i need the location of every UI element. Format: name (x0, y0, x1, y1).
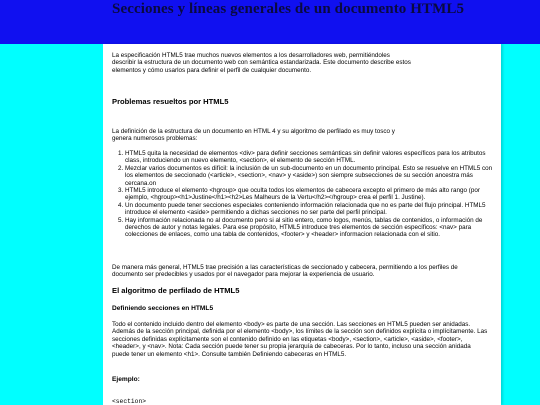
section2-heading: El algoritmo de perfilado de HTML5 (112, 286, 240, 295)
list-item: 4. Un documento puede tener secciones especiales conteniendo información relacionada que no es parte del flujo principal. HTML5 introduce el elemento <aside> permitiendo a dichas secciones no ser parte del perfil principal. (125, 202, 495, 217)
code-example: <section> (112, 398, 147, 405)
example-label: Ejemplo: (112, 376, 140, 383)
list-item: 2. Mezclar varios documentos es difícil: la inclusión de un sub-documento en un documento principal. Esto se resuelve en HTML5 con los elementos de seccionado (<article>, <section>, <nav> y <aside>) son siempre subsecciones de su sección ancestra más cercana.on (125, 165, 495, 187)
page-header-bar (0, 0, 540, 44)
list-item: 3. HTML5 introduce el elemento <hgroup> que oculta todos los elementos de cabecera excepto el primero de más alto rango (por ejemplo, <hgroup><h1>Justine</h1><h2>Les Malheurs de la Vertu</h2></hgroup> crea el perfil 1. Justine). (125, 187, 495, 202)
list-item: 1. HTML5 quita la necesidad de elementos <div> para definir secciones semánticas sin definir valores específicos para los atributos class, introduciendo un nuevo elemento, <section>, el elemento de sección HTML. (125, 150, 495, 165)
intro-paragraph: La especificación HTML5 trae muchos nuevos elementos a los desarrolladores web, permitiéndoles describir la estructura de un documento web con semántica estandarizada. Este documento describe estos elementos y cómo usarlos para definir el perfil de cualquier documento. (112, 52, 411, 74)
section1-heading: Problemas resueltos por HTML5 (112, 97, 229, 106)
section2-subheading: Definiendo secciones en HTML5 (112, 305, 214, 312)
document-body (103, 44, 501, 405)
problems-list (112, 150, 495, 239)
page-title: Secciones y líneas generales de un documento HTML5 (112, 1, 465, 17)
section1-summary: De manera más general, HTML5 trae precisión a las características de seccionado y cabecera, permitiendo a los perfiles de documento ser predecibles y usados por el navegador para mejorar la experiencia de usuario. (112, 264, 458, 279)
list-item: 5. Hay información relacionada no al documento pero si al sitio entero, como logos, menús, tablas de contenidos, o información de derechos de autor y notas legales. Para ese propósito, HTML5 introduce tres elementos de sección específicos: <nav> para colecciones de enlaces, como una tabla de contenidos, <footer> y <header> informacion relacionada con el sitio. (125, 217, 495, 239)
section1-paragraph: La definición de la estructura de un documento en HTML 4 y su algoritmo de perfilado es muy tosco y genera numerosos problemas: (112, 128, 395, 143)
section2-paragraph: Todo el contenido incluido dentro del elemento <body> es parte de una sección. Las secciones en HTML5 pueden ser anidadas. Además de la sección principal, definida por el elemento <body>, los límites de la sección son definidos explícita o implícitamente. Las secciones definidas explícitamente son el contenido definido en las etiquetas <body>, <section>, <article>, <aside>, <footer>, <header>, y <nav>. Nota: Cada sección puede tener su propia jerarquía de cabeceras. Por lo tanto, incluso una sección anidada puede tener un elemento <h1>. Consulte también Definiendo cabeceras en HTML5. (112, 321, 488, 358)
